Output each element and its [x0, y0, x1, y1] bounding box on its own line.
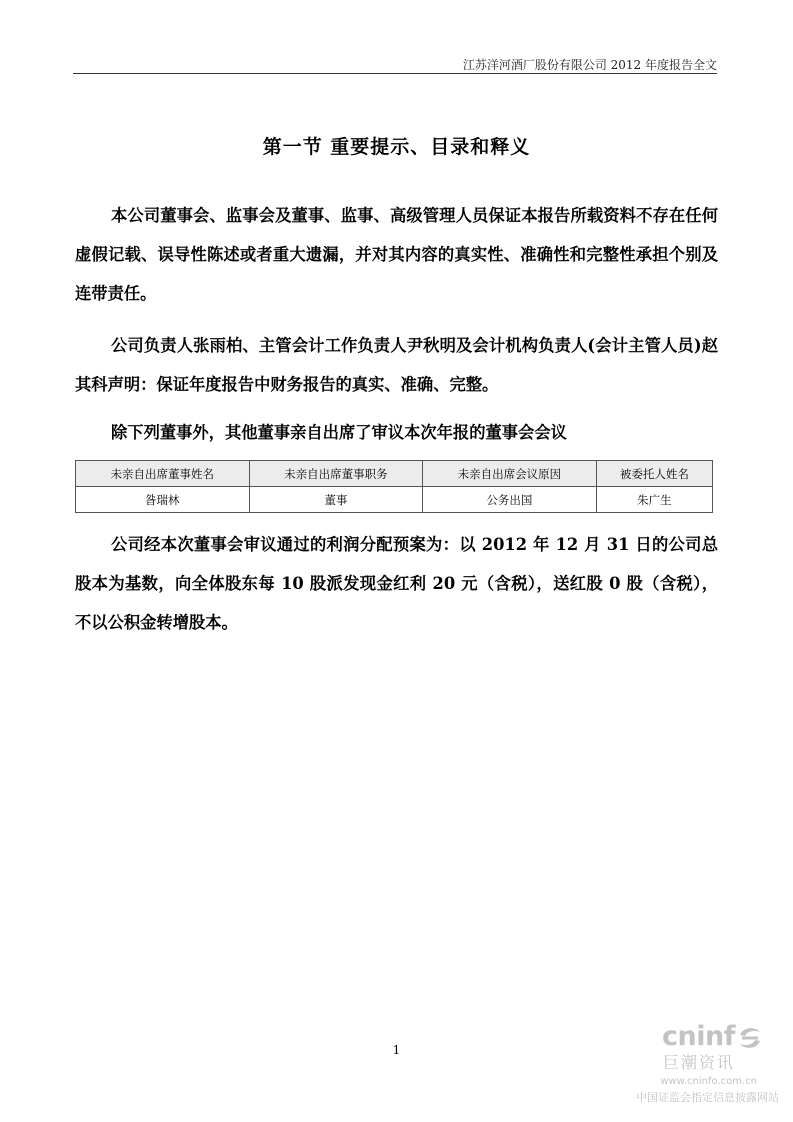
cninfo-chinese-name: 巨潮资讯 [662, 1053, 735, 1072]
absent-directors-table [75, 460, 713, 513]
cell-absence-reason: 公务出国 [423, 487, 597, 513]
cell-proxy-name: 朱广生 [596, 487, 712, 513]
header-cell-absence-reason: 未亲自出席会议原因 [423, 461, 597, 487]
cninfo-designation: 中国证监会指定信息披露网站 [636, 1091, 779, 1104]
absent-directors-intro: 除下列董事外，其他董事亲自出席了审议本次年报的董事会会议 [111, 423, 567, 442]
cninfo-logo [593, 1022, 763, 1052]
responsibility-statement: 本公司董事会、监事会及董事、监事、高级管理人员保证本报告所载资料不存在任何虚假记载、误导性陈述或者重大遗漏，并对其内容的真实性、准确性和完整性承担个别及连带责任。 [75, 206, 718, 303]
header-cell-director-position: 未亲自出席董事职务 [249, 461, 423, 487]
profit-distribution-plan: 公司经本次董事会审议通过的利润分配预案为：以 2012 年 12 月 31 日的公司总股本为基数，向全体股东每 10 股派发现金红利 20 元（含税），送红股 0 股（含税），不以公积金转增股本。 [75, 535, 718, 632]
table-header-row [76, 461, 713, 487]
section-title: 第一节 重要提示、目录和释义 [262, 136, 531, 158]
cninfo-watermark [593, 1021, 779, 1122]
cell-director-name: 昝瑞林 [76, 487, 250, 513]
cninfo-swirl-icon [737, 1026, 763, 1050]
cninfo-logo-text: cninf [662, 1021, 735, 1052]
cell-director-position: 董事 [249, 487, 423, 513]
header-cell-director-name: 未亲自出席董事姓名 [76, 461, 250, 487]
financial-report-declaration: 公司负责人张雨柏、主管会计工作负责人尹秋明及会计机构负责人(会计主管人员)赵其科声明：保证年度报告中财务报告的真实、准确、完整。 [75, 336, 718, 394]
table-row [76, 487, 713, 513]
running-header: 江苏洋河酒厂股份有限公司 2012 年度报告全文 [462, 58, 717, 72]
header-divider [73, 73, 717, 74]
header-cell-proxy-name: 被委托人姓名 [596, 461, 712, 487]
cninfo-url: www.cninfo.com.cn [660, 1076, 757, 1087]
page-number: 1 [392, 1043, 401, 1057]
